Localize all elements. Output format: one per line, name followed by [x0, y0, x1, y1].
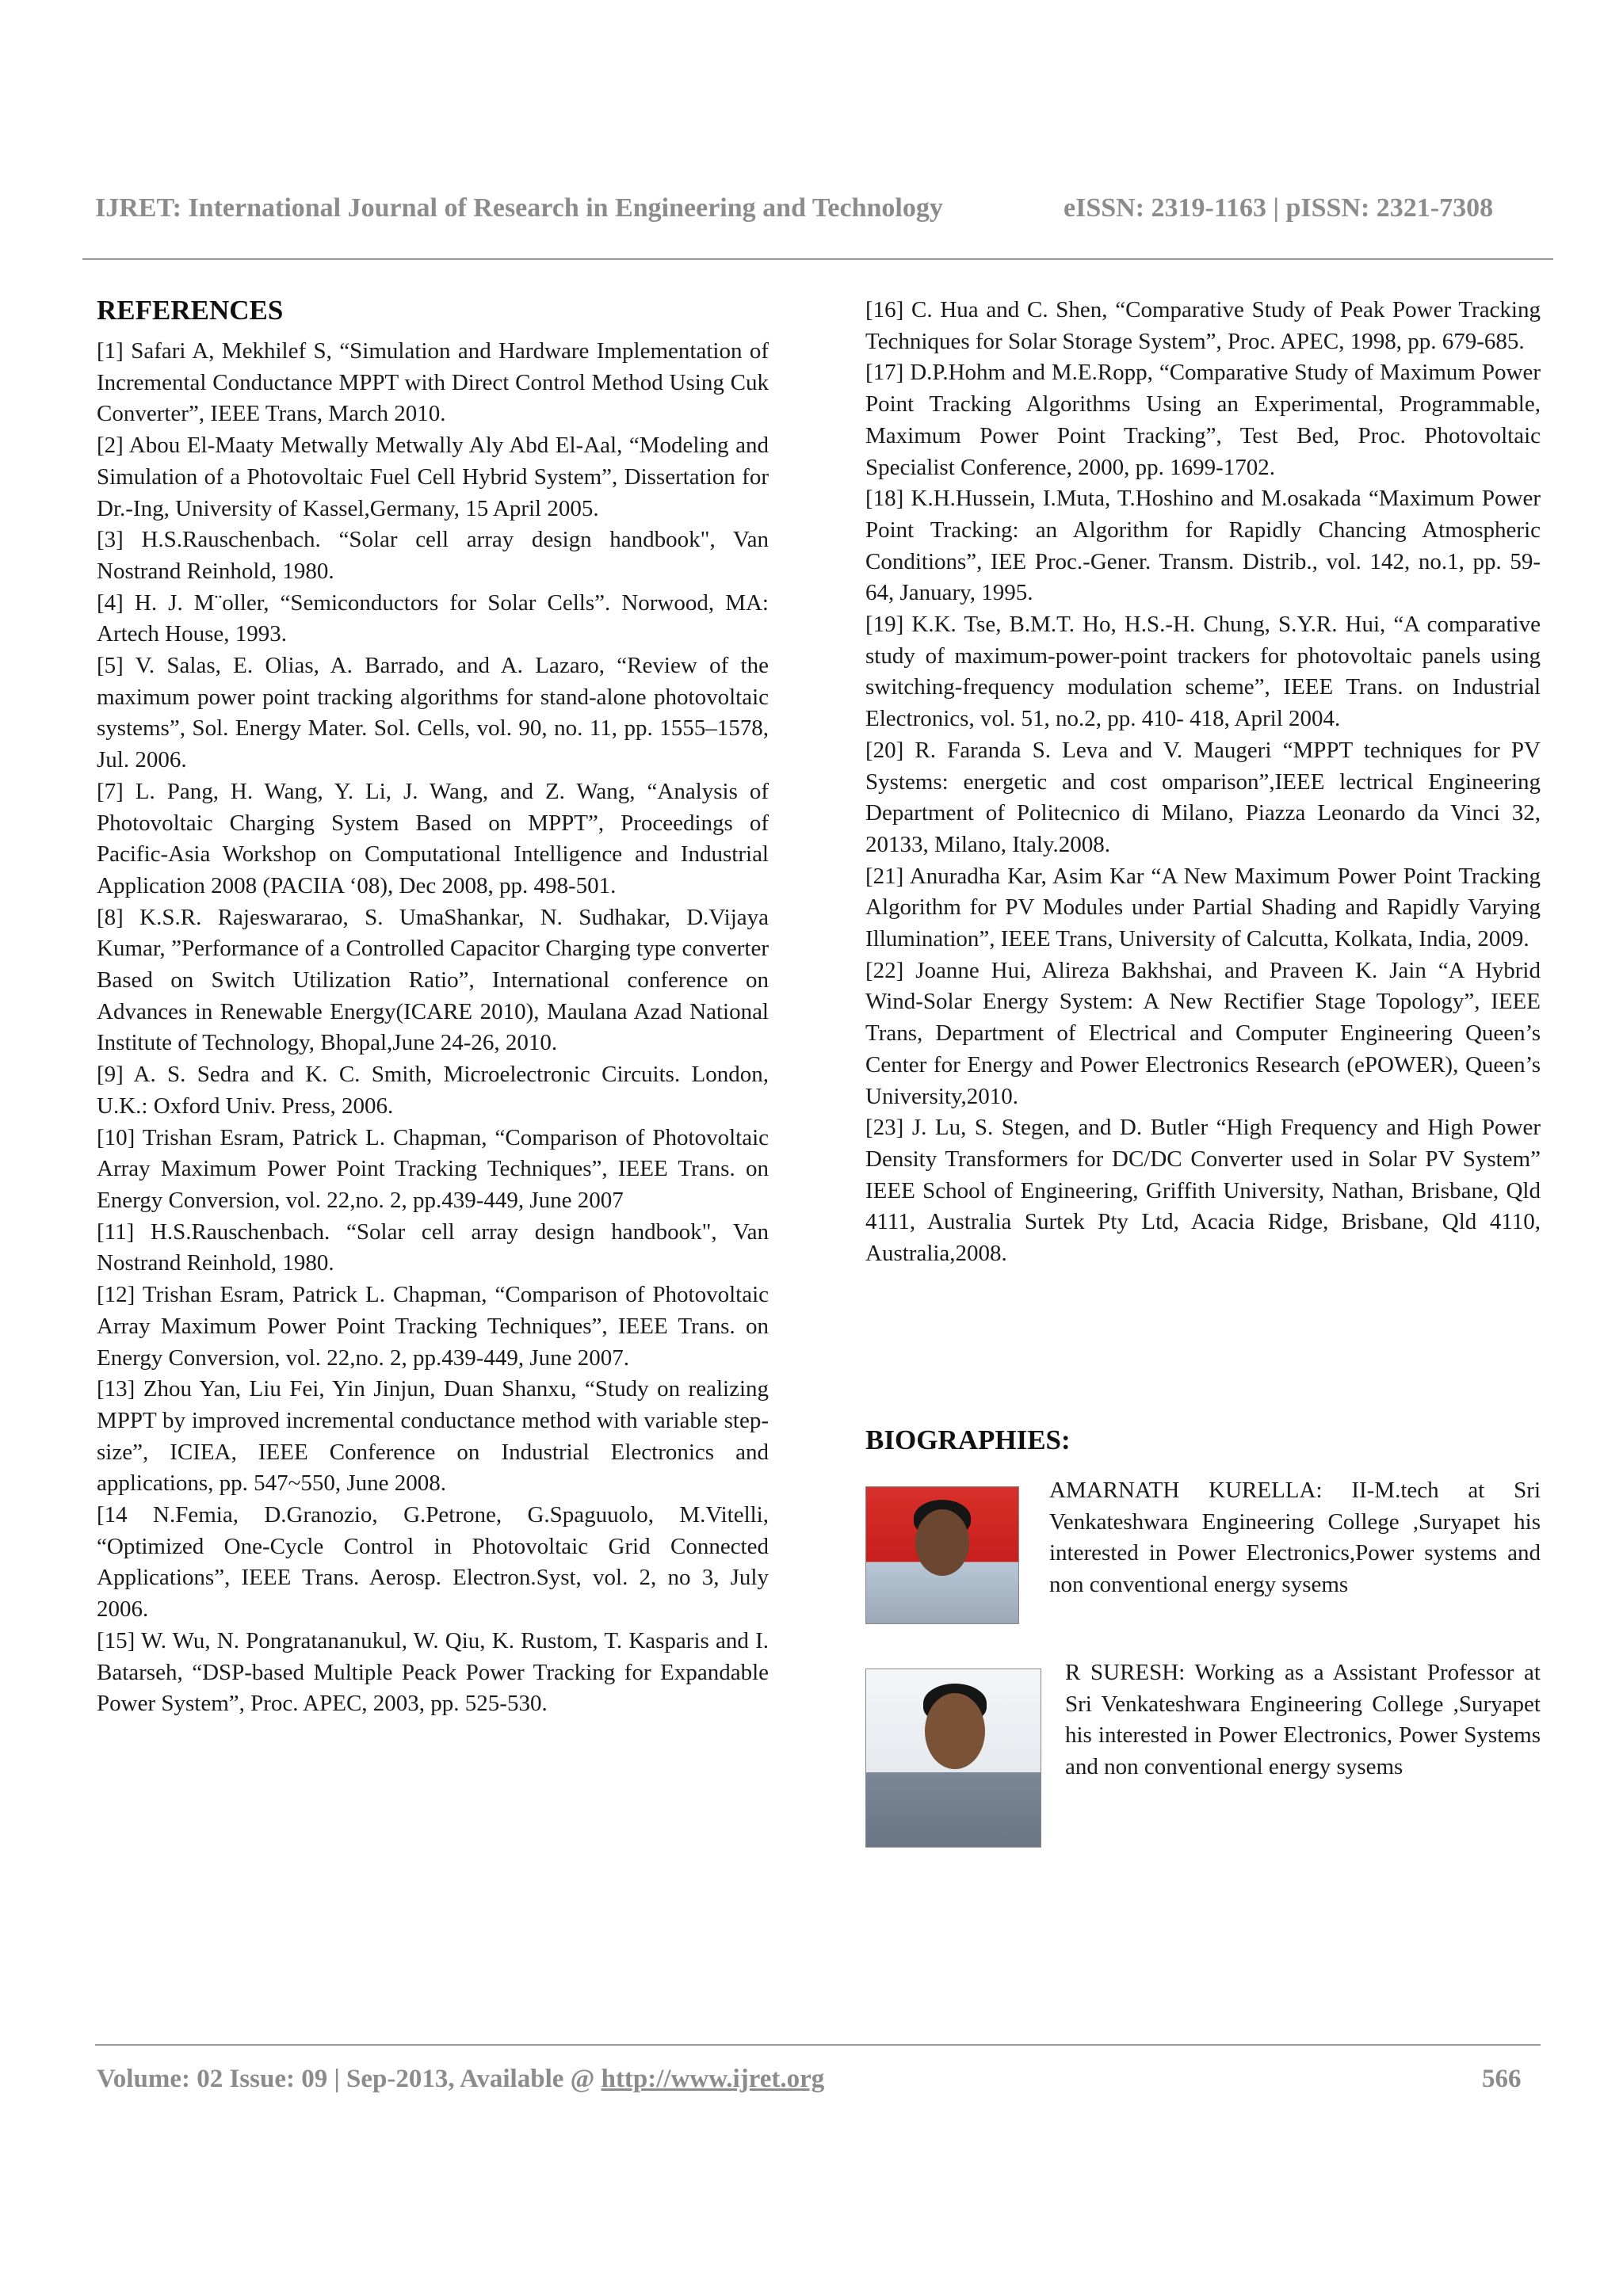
reference-item: [3] H.S.Rauschenbach. “Solar cell array design handbook", Van Nostrand Reinhold, 1980.	[97, 527, 769, 584]
reference-item: [13] Zhou Yan, Liu Fei, Yin Jinjun, Duan Shanxu, “Study on realizing MPPT by improved incremental conductance method with variable step-size”, ICIEA, IEEE Conference on Industrial Electronics and applications, pp. 547~550, June 2008.	[97, 1376, 769, 1497]
reference-item: [22] Joanne Hui, Alireza Bakhshai, and Praveen K. Jain “A Hybrid Wind-Solar Energy System: A New Rectifier Stage Topology”, IEEE Trans, Department of Electrical and Computer Engineering Queen’s Center for Energy and Power Electronics Research (ePOWER), Queen’s University,2010.	[865, 957, 1541, 1109]
page-number: 566	[1482, 2065, 1522, 2093]
reference-item: [7] L. Pang, H. Wang, Y. Li, J. Wang, and Z. Wang, “Analysis of Photovoltaic Charging System Based on MPPT”, Proceedings of Pacific-Asia Workshop on Computational Intelligence and Industrial Application 2008 (PACIIA ‘08), Dec 2008, pp. 498-501.	[97, 778, 769, 898]
reference-item: [14 N.Femia, D.Granozio, G.Petrone, G.Spaguuolo, M.Vitelli, “Optimized One-Cycle Control in Photovoltaic Grid Connected Applications”, IEEE Trans. Aerosp. Electron.Syst, vol. 2, no 3, July 2006.	[97, 1502, 769, 1623]
reference-item: [4] H. J. M¨oller, “Semiconductors for Solar Cells”. Norwood, MA: Artech House, 1993.	[97, 589, 769, 647]
reference-item: [2] Abou El-Maaty Metwally Metwally Aly Abd El-Aal, “Modeling and Simulation of a Photovoltaic Fuel Cell Hybrid System”, Dissertation for Dr.-Ing, University of Kassel,Germany, 15 April 2005.	[97, 433, 769, 521]
reference-item: [1] Safari A, Mekhilef S, “Simulation and Hardware Implementation of Incremental Conductance MPPT with Direct Control Method Using Cuk Converter”, IEEE Trans, March 2010.	[97, 338, 769, 427]
biographies-heading: BIOGRAPHIES:	[865, 1425, 1071, 1455]
biography-text: AMARNATH KURELLA: II-M.tech at Sri Venkateshwara Engineering College ,Suryapet his interested in Power Electronics,Power systems and non conventional energy sysems	[1049, 1478, 1541, 1598]
reference-item: [17] D.P.Hohm and M.E.Ropp, “Comparative Study of Maximum Power Point Tracking Algorithms Using an Experimental, Programmable, Maximum Power Point Tracking”, Test Bed, Proc. Photovoltaic Specialist Conference, 2000, pp. 1699-1702.	[865, 360, 1541, 480]
reference-item: [9] A. S. Sedra and K. C. Smith, Microelectronic Circuits. London, U.K.: Oxford Univ. Press, 2006.	[97, 1062, 769, 1119]
references-heading: REFERENCES	[97, 295, 284, 326]
footer-rule	[95, 2044, 1541, 2046]
issn-numbers: eISSN: 2319-1163 | pISSN: 2321-7308	[1064, 193, 1494, 223]
author-photo	[865, 1669, 1041, 1848]
reference-item: [18] K.H.Hussein, I.Muta, T.Hoshino and M.osakada “Maximum Power Point Tracking: an Algorithm for Rapidly Chancing Atmospheric Conditions”, IEE Proc.-Gener. Transm. Distrib., vol. 142, no.1, pp. 59-64, January, 1995.	[865, 486, 1541, 606]
journal-link[interactable]: http://www.ijret.org	[601, 2065, 825, 2093]
running-footer	[97, 2065, 1539, 2094]
reference-item: [23] J. Lu, S. Stegen, and D. Butler “High Frequency and High Power Density Transformers for DC/DC Converter used in Solar PV System” IEEE School of Engineering, Griffith University, Nathan, Brisbane, Qld 4111, Australia Surtek Pty Ltd, Acacia Ridge, Brisbane, Qld 4110, Australia,2008.	[865, 1115, 1541, 1267]
header-rule	[82, 258, 1553, 260]
reference-item: [20] R. Faranda S. Leva and V. Maugeri “MPPT techniques for PV Systems: energetic and cost omparison”,IEEE lectrical Engineering Department of Politecnico di Milano, Piazza Leonardo da Vinci 32, 20133, Milano, Italy.2008.	[865, 737, 1541, 857]
reference-item: [19] K.K. Tse, B.M.T. Ho, H.S.-H. Chung, S.Y.R. Hui, “A comparative study of maximum-power-point trackers for photovoltaic panels using switching-frequency modulation scheme”, IEEE Trans. on Industrial Electronics, vol. 51, no.2, pp. 410- 418, April 2004.	[865, 612, 1541, 732]
reference-item: [11] H.S.Rauschenbach. “Solar cell array design handbook", Van Nostrand Reinhold, 1980.	[97, 1219, 769, 1276]
reference-item: [12] Trishan Esram, Patrick L. Chapman, “Comparison of Photovoltaic Array Maximum Power Point Tracking Techniques”, IEEE Trans. on Energy Conversion, vol. 22,no. 2, pp.439-449, June 2007.	[97, 1282, 769, 1371]
references-column-right	[865, 295, 1541, 1270]
reference-item: [16] C. Hua and C. Shen, “Comparative Study of Peak Power Tracking Techniques for Solar Storage System”, Proc. APEC, 1998, pp. 679-685.	[865, 297, 1541, 354]
journal-title: IJRET: International Journal of Research in Engineering and Technology	[95, 193, 943, 223]
author-photo	[865, 1486, 1019, 1624]
biography-text: R SURESH: Working as a Assistant Professor at Sri Venkateshwara Engineering College ,Suryapet his interested in Power Electronics, Power Systems and non conventional energy sysems	[1065, 1660, 1541, 1780]
reference-item: [21] Anuradha Kar, Asim Kar “A New Maximum Power Point Tracking Algorithm for PV Modules under Partial Shading and Rapidly Varying Illumination”, IEEE Trans, University of Calcutta, Kolkata, India, 2009.	[865, 863, 1541, 952]
references-column-left	[97, 295, 769, 1720]
reference-item: [8] K.S.R. Rajeswararao, S. UmaShankar, N. Sudhakar, D.Vijaya Kumar, ”Performance of a Controlled Capacitor Charging type converter Based on Switch Utilization Ratio”, International conference on Advances in Renewable Energy(ICARE 2010), Maulana Azad National Institute of Technology, Bhopal,June 24-26, 2010.	[97, 904, 769, 1056]
reference-item: [10] Trishan Esram, Patrick L. Chapman, “Comparison of Photovoltaic Array Maximum Power Point Tracking Techniques”, IEEE Trans. on Energy Conversion, vol. 22,no. 2, pp.439-449, June 2007	[97, 1124, 769, 1213]
volume-info: Volume: 02 Issue: 09 | Sep-2013, Available @	[97, 2065, 601, 2093]
reference-item: [15] W. Wu, N. Pongratananukul, W. Qiu, K. Rustom, T. Kasparis and I. Batarseh, “DSP-based Multiple Peack Power Tracking for Expandable Power System”, Proc. APEC, 2003, pp. 525-530.	[97, 1627, 769, 1717]
reference-item: [5] V. Salas, E. Olias, A. Barrado, and A. Lazaro, “Review of the maximum power point tracking algorithms for stand-alone photovoltaic systems”, Sol. Energy Mater. Sol. Cells, vol. 90, no. 11, pp. 1555–1578, Jul. 2006.	[97, 653, 769, 773]
running-header	[95, 193, 1537, 223]
